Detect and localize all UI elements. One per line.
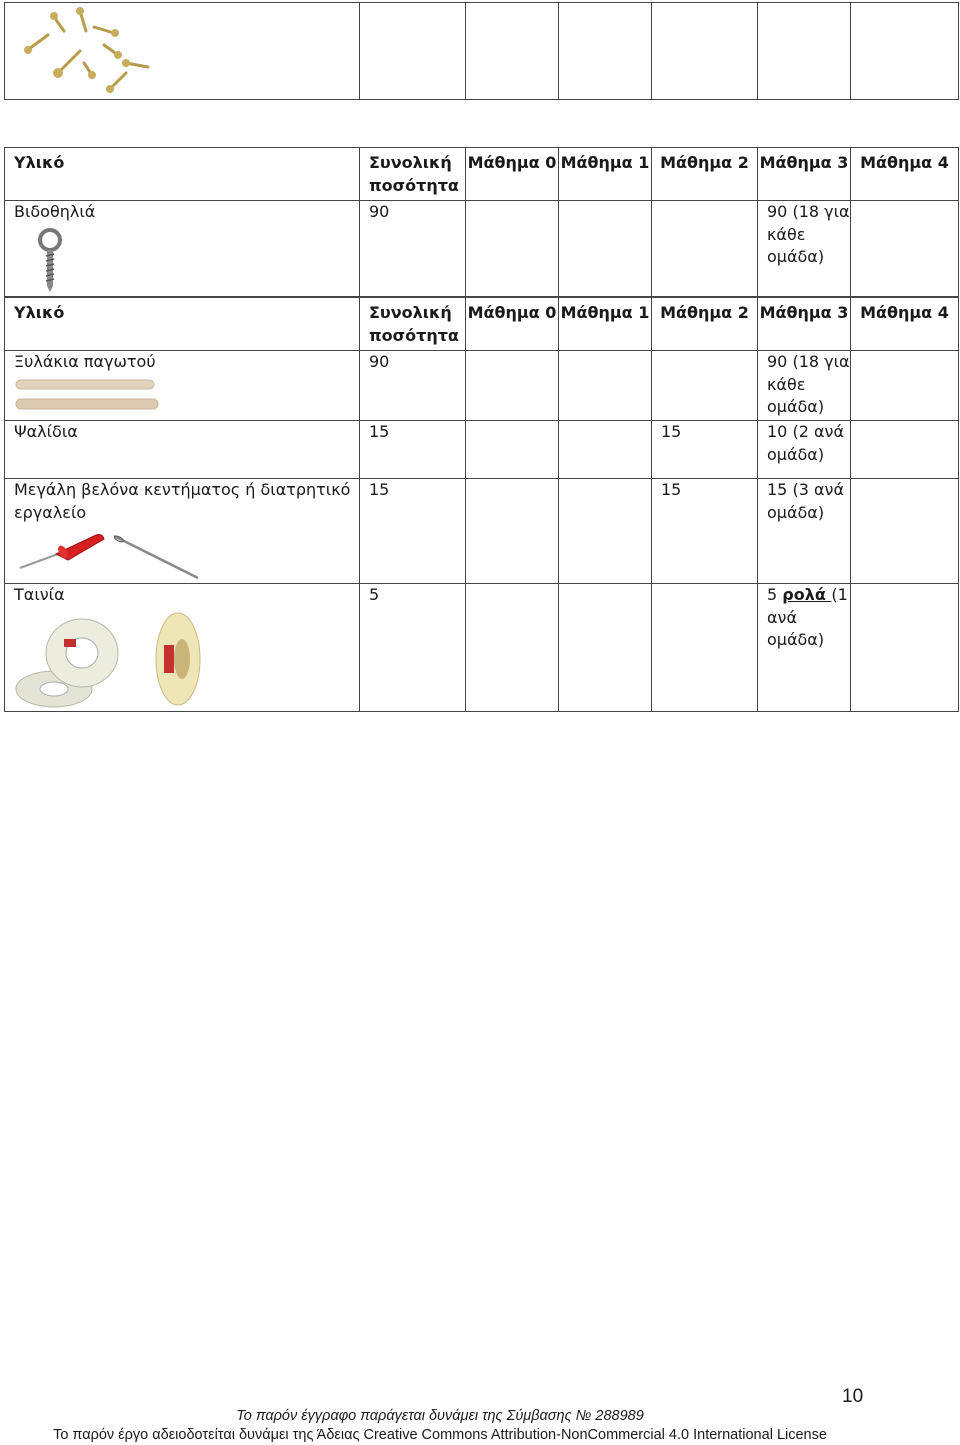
header-total: Συνολική ποσότητα: [360, 148, 466, 201]
ice-cream-sticks-image: [14, 374, 159, 412]
fasteners-cell: [5, 3, 360, 100]
header-lesson-4: Μάθημα 4: [851, 298, 959, 351]
material-name: Ψαλίδια: [5, 421, 360, 479]
lesson-3-cell: 15 (3 ανά ομάδα): [758, 479, 851, 584]
header-row: [5, 148, 959, 201]
tape-l3-suffix: (1 ανά ομάδα): [767, 585, 848, 649]
header-material: Υλικό: [5, 148, 360, 201]
lesson-3-cell: 90 (18 για κάθε ομάδα): [758, 201, 851, 297]
header-lesson-4: Μάθημα 4: [851, 148, 959, 201]
lesson-3-cell: [758, 584, 851, 712]
footer-contract: Το παρόν έγγραφο παράγεται δυνάμει της Σύμβασης № 288989: [236, 1408, 644, 1424]
material-name: Μεγάλη βελόνα κεντήματος ή διατρητικό εργαλείο: [14, 480, 351, 522]
header-material: Υλικό: [5, 298, 360, 351]
header-total: Συνολική ποσότητα: [360, 298, 466, 351]
footer-license: Το παρόν έργο αδειοδοτείται δυνάμει της Άδειας Creative Commons Attribution-NonCommercial 4.0 International License: [53, 1427, 827, 1443]
top-table: [4, 2, 959, 100]
total-cell: 15: [360, 479, 466, 584]
table-row: [5, 584, 959, 712]
needle-awl-image: [18, 530, 208, 582]
lesson-2-cell: 15: [652, 421, 758, 479]
total-cell: 5: [360, 584, 466, 712]
material-cell: [5, 479, 360, 584]
total-cell: 15: [360, 421, 466, 479]
page-number: 10: [842, 1386, 864, 1407]
table-row: [5, 421, 959, 479]
header-lesson-1: Μάθημα 1: [559, 148, 652, 201]
total-cell: 90: [360, 351, 466, 421]
header-row: [5, 298, 959, 351]
header-lesson-0: Μάθημα 0: [466, 298, 559, 351]
material-name: Ξυλάκια παγωτού: [14, 352, 156, 371]
tape-l3-prefix: 5: [767, 585, 783, 604]
brass-fasteners-image: [14, 3, 154, 95]
materials-table-2: [4, 297, 959, 712]
materials-table-1: [4, 147, 959, 297]
material-name: Ταινία: [14, 585, 65, 604]
header-lesson-0: Μάθημα 0: [466, 148, 559, 201]
header-lesson-3: Μάθημα 3: [758, 298, 851, 351]
table-row: [5, 351, 959, 421]
header-lesson-3: Μάθημα 3: [758, 148, 851, 201]
lesson-2-cell: 15: [652, 479, 758, 584]
material-cell: [5, 584, 360, 712]
lesson-3-cell: 90 (18 για κάθε ομάδα): [758, 351, 851, 421]
header-lesson-2: Μάθημα 2: [652, 298, 758, 351]
table-row: [5, 201, 959, 297]
material-cell: [5, 201, 360, 297]
lesson-3-cell: 10 (2 ανά ομάδα): [758, 421, 851, 479]
total-cell: 90: [360, 201, 466, 297]
tape-l3-rolls: ρολά: [782, 585, 832, 604]
header-lesson-1: Μάθημα 1: [559, 298, 652, 351]
tape-rolls-image: [14, 609, 214, 709]
eye-bolt-image: [36, 226, 76, 292]
table-row: [5, 479, 959, 584]
material-name: Βιδοθηλιά: [14, 202, 96, 221]
header-lesson-2: Μάθημα 2: [652, 148, 758, 201]
material-cell: [5, 351, 360, 421]
